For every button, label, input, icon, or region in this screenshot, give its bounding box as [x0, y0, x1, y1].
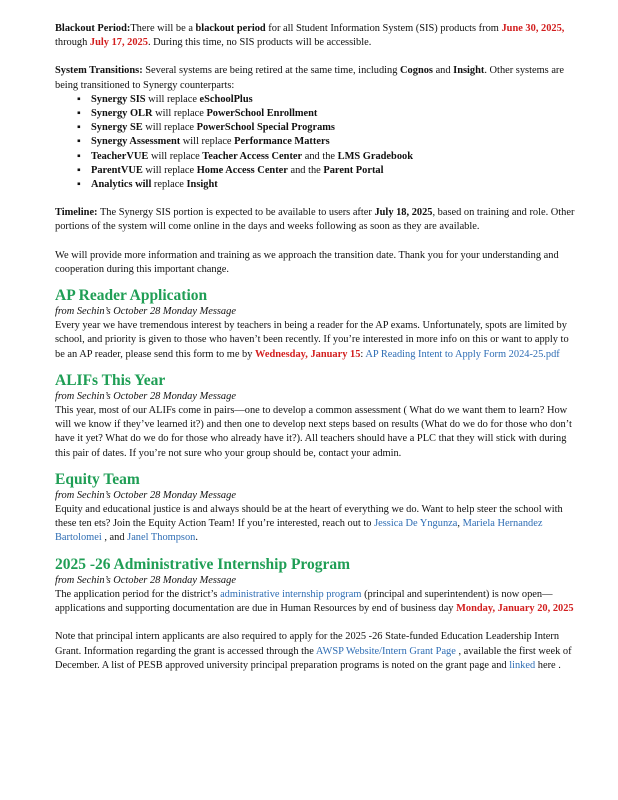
bullet-icon: ▪: [77, 122, 81, 134]
old-system: PowerSchool Special Programs: [196, 122, 335, 134]
bullet-icon: ▪: [77, 150, 81, 162]
ap-paragraph: [55, 319, 575, 362]
list-item: [77, 135, 575, 149]
transitions-label: System Transitions:: [55, 65, 143, 77]
internship-deadline: Monday, January 20, 2025: [456, 603, 574, 615]
old-system: eSchoolPlus: [199, 93, 253, 105]
blackout-bold: blackout period: [195, 23, 266, 34]
alifs-paragraph: This year, most of our ALIFs come in pairs—one to develop a common assessment ( What do we want them to learn? How will we know if they’ve learned it?) and then one to develop next steps based on results (What do we do for those who don’t have it yet? What do we do for those who already have it?). All teachers should have a PLC that they will stick with during this pair of dates. If you’re not sure who your group should be, contact your admin.: [55, 405, 572, 459]
contact-link-mariela[interactable]: Mariela Hernandez Bartolomei: [55, 518, 543, 544]
replace-text: will replace: [142, 164, 197, 176]
timeline-text-2: , based on training and role. Other portions of the system will come online in the days and weeks following as soon as they are available.: [55, 207, 575, 233]
grant-text-3: here .: [535, 659, 561, 671]
and-text: and the: [302, 150, 338, 162]
internship-byline: from Sechin’s October 28 Monday Message: [55, 574, 236, 586]
timeline-text: The Synergy SIS portion is expected to be available to users after: [97, 207, 375, 219]
new-system: Synergy OLR: [91, 108, 153, 120]
period: .: [195, 532, 198, 544]
equity-byline: from Sechin’s October 28 Monday Message: [55, 489, 236, 501]
new-system: TeacherVUE: [91, 150, 149, 162]
blackout-end-date: July 17, 2025: [89, 37, 148, 49]
old-system: Performance Matters: [234, 136, 330, 148]
old-system: Teacher Access Center: [202, 150, 303, 162]
grant-paragraph: [55, 630, 575, 673]
ap-deadline: Wednesday, January 15: [255, 348, 361, 360]
timeline-date: July 18, 2025: [374, 207, 433, 219]
blackout-label: Blackout Period:: [55, 23, 131, 34]
timeline-paragraph: [55, 206, 575, 234]
ap-form-link[interactable]: AP Reading Intent to Apply Form 2024-25.pdf: [365, 348, 560, 360]
old-system-2: LMS Gradebook: [337, 150, 413, 162]
ap-colon: :: [360, 348, 366, 360]
old-system: Home Access Center: [196, 164, 288, 176]
old-system: PowerSchool Enrollment: [206, 108, 318, 120]
bullet-icon: ▪: [77, 93, 81, 105]
new-system: ParentVUE: [91, 164, 143, 176]
ap-reader-heading: AP Reader Application: [55, 287, 208, 305]
internship-heading: 2025 -26 Administrative Internship Program: [55, 555, 351, 573]
alifs-byline: from Sechin’s October 28 Monday Message: [55, 390, 236, 402]
blackout-paragraph: [55, 22, 575, 50]
grant-text: Note that principal intern applicants are also required to apply for the 2025 -26 State-funded Education Leadership Intern Grant. Information regarding the grant is accessed through the: [55, 631, 560, 657]
bullet-icon: ▪: [77, 136, 81, 148]
transitions-text-2: . Other systems are being transitioned to Synergy counterparts:: [55, 65, 564, 91]
document-page: [55, 22, 575, 673]
contact-link-jessica[interactable]: Jessica De Yngunza: [374, 518, 458, 530]
old-system-2: Parent Portal: [323, 164, 384, 176]
bullet-icon: ▪: [77, 164, 81, 176]
bullet-icon: ▪: [77, 179, 81, 191]
new-system: Synergy Assessment: [91, 136, 181, 148]
list-item: [77, 107, 575, 121]
blackout-text-4: . During this time, no SIS products will be accessible.: [147, 37, 372, 49]
transitions-and: and: [432, 65, 454, 77]
replace-text: replace: [151, 179, 187, 191]
cognos-name: Cognos: [400, 65, 433, 77]
insight-name: Insight: [453, 65, 485, 77]
transition-list: [55, 93, 575, 192]
timeline-label: Timeline:: [55, 207, 98, 219]
replace-text: will replace: [152, 108, 207, 120]
blackout-text-3: through: [55, 37, 90, 49]
list-item: [77, 178, 575, 192]
replace-text: will replace: [142, 122, 197, 134]
new-system: Synergy SIS: [91, 93, 146, 105]
list-item: [77, 93, 575, 107]
transitions-paragraph: [55, 64, 575, 92]
transitions-text: Several systems are being retired at the same time, including: [142, 65, 401, 77]
ap-byline: from Sechin’s October 28 Monday Message: [55, 306, 236, 318]
awsp-link[interactable]: AWSP Website/Intern Grant Page: [315, 645, 456, 657]
comma-and: , and: [101, 532, 128, 544]
blackout-text-2: for all Student Information System (SIS) products from: [265, 23, 502, 34]
internship-program-link[interactable]: administrative internship program: [220, 588, 362, 600]
ap-text: Every year we have tremendous interest by teachers in being a reader for the AP exams. Unfortunately, spots are limited by school, and priority is given to those who haven’t been recently. If you’re interested in more info on this or want to apply to be an AP reader, please send this form to me by: [55, 320, 569, 360]
grant-text-2: , available the first week of December. A list of PESB approved university principal preparation programs is noted on the grant page and: [55, 645, 572, 671]
equity-heading: Equity Team: [55, 470, 140, 488]
contact-link-janel[interactable]: Janel Thompson: [127, 532, 196, 544]
replace-text: will replace: [145, 93, 200, 105]
equity-paragraph: [55, 503, 575, 546]
bullet-icon: ▪: [77, 108, 81, 120]
new-system: Analytics will: [91, 179, 152, 191]
equity-text: Equity and educational justice is and always should be at the heart of everything we do. Want to help steer the school with these ten ets? Join the Equity Action Team! If you’re interested, reach out to: [55, 504, 563, 530]
blackout-start-date: June 30, 2025,: [501, 23, 565, 34]
replace-text: will replace: [180, 136, 235, 148]
new-system: Synergy SE: [91, 122, 143, 134]
old-system: Insight: [186, 179, 218, 191]
internship-text-2: (principal and superintendent) is now open—applications and supporting documentation are due in Human Resources by end of business day: [55, 588, 553, 615]
replace-text: will replace: [148, 150, 203, 162]
list-item: [77, 121, 575, 135]
linked-link[interactable]: linked: [509, 659, 536, 671]
list-item: [77, 150, 575, 164]
list-item: [77, 164, 575, 178]
alifs-heading: ALIFs This Year: [55, 371, 166, 389]
internship-paragraph: [55, 588, 575, 616]
comma: ,: [457, 518, 463, 530]
internship-text: The application period for the district’s: [55, 588, 221, 600]
and-text: and the: [287, 164, 324, 176]
blackout-text: There will be a: [130, 23, 196, 34]
closing-paragraph: We will provide more information and training as we approach the transition date. Thank you for your understanding and cooperation during this important change.: [55, 249, 559, 275]
